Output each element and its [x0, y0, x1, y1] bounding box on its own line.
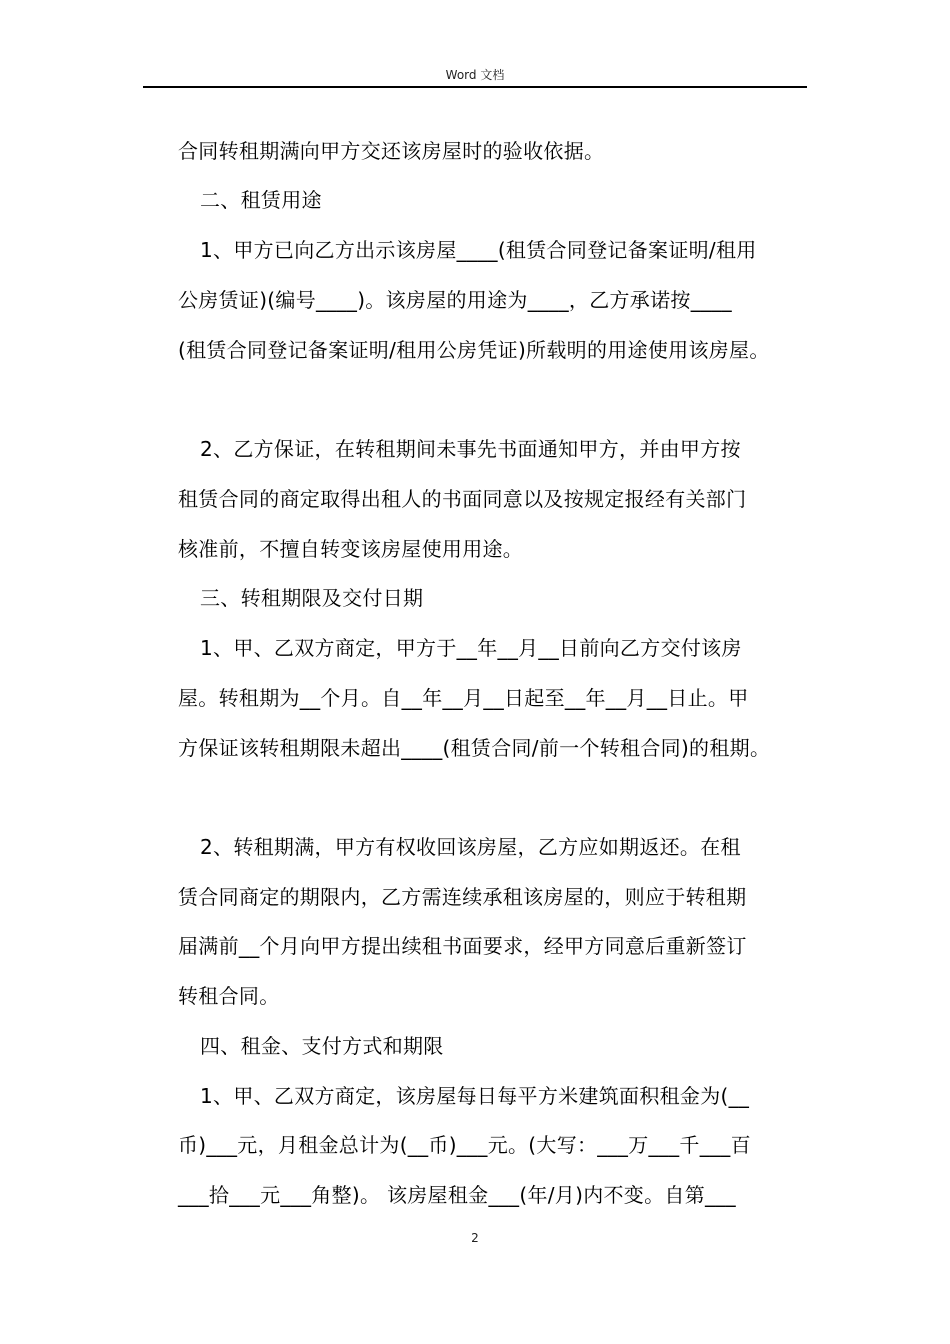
section-heading: 三、转租期限及交付日期 [200, 586, 424, 610]
header-title: Word 文档 [445, 68, 505, 82]
body-text-line: 1、甲、乙双方商定，该房屋每日每平方米建筑面积租金为(__ [200, 1084, 750, 1108]
body-text-line: 赁合同商定的期限内，乙方需连续承租该房屋的，则应于转租期 [178, 885, 747, 909]
body-text-line: 2、乙方保证，在转租期间未事先书面通知甲方，并由甲方按 [200, 437, 741, 461]
page-number: 2 [471, 1231, 479, 1245]
section-heading: 二、租赁用途 [200, 188, 322, 212]
body-text-line: 方保证该转租期限未超出____(租赁合同/前一个转租合同)的租期。 [178, 736, 771, 760]
body-text-line: 届满前__个月向甲方提出续租书面要求，经甲方同意后重新签订 [178, 934, 747, 958]
body-text-line: 转租合同。 [178, 984, 280, 1008]
body-text-line: 屋。转租期为__个月。自__年__月__日起至__年__月__日止。甲 [178, 686, 749, 710]
body-text-line: 1、甲方已向乙方出示该房屋____(租赁合同登记备案证明/租用 [200, 238, 757, 262]
body-text-line: 1、甲、乙双方商定，甲方于__年__月__日前向乙方交付该房 [200, 636, 742, 660]
body-text-line: 核准前，不擅自转变该房屋使用用途。 [178, 537, 524, 561]
body-text-line: 租赁合同的商定取得出租人的书面同意以及按规定报经有关部门 [178, 487, 747, 511]
body-text-line: (租赁合同登记备案证明/租用公房凭证)所载明的用途使用该房屋。 [178, 338, 770, 362]
header-rule [143, 86, 807, 88]
body-text-line: 币)___元，月租金总计为(__币)___元。(大写：___万___千___百 [178, 1133, 751, 1157]
body-text-line: 公房赁证)(编号____)。该房屋的用途为____，乙方承诺按____ [178, 288, 732, 312]
body-text-line: 2、转租期满，甲方有权收回该房屋，乙方应如期返还。在租 [200, 835, 741, 859]
section-heading: 四、租金、支付方式和期限 [200, 1034, 444, 1058]
body-text-line: 合同转租期满向甲方交还该房屋时的验收依据。 [178, 139, 605, 163]
body-text-line: ___拾___元___角整)。 该房屋租金___(年/月)内不变。自第___ [178, 1183, 736, 1207]
